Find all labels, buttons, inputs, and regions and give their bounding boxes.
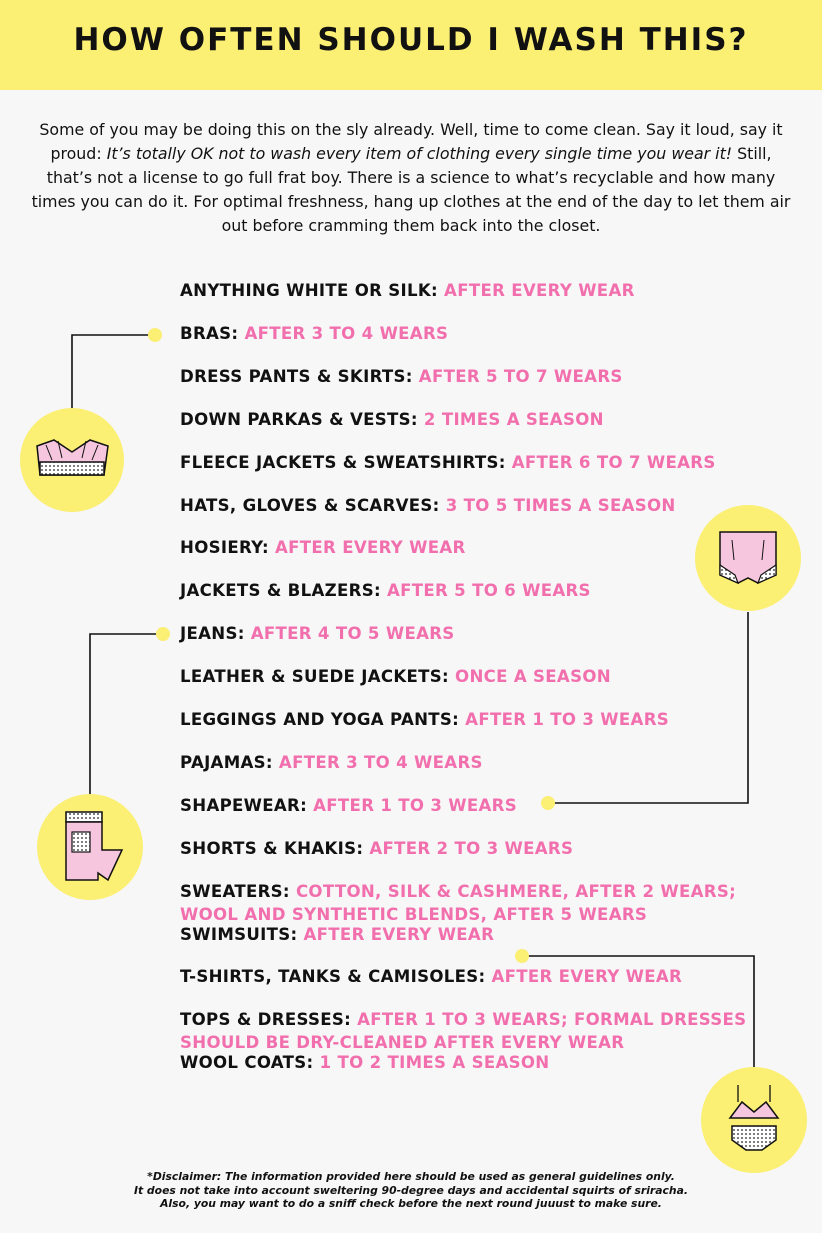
item-label: SHAPEWEAR:	[180, 795, 308, 815]
item-label: HOSIERY:	[180, 538, 269, 558]
item-frequency: 3 TO 5 TIMES A SEASON	[445, 495, 676, 515]
list-item	[180, 365, 760, 388]
item-frequency: AFTER 1 TO 3 WEARS; FORMAL DRESSES	[357, 1010, 747, 1030]
item-frequency: AFTER EVERY WEAR	[491, 967, 683, 987]
item-frequency: AFTER 5 TO 6 WEARS	[386, 581, 591, 601]
page-title: HOW OFTEN SHOULD I WASH THIS?	[73, 22, 749, 58]
item-label: JACKETS & BLAZERS:	[180, 581, 381, 601]
disclaimer-line: *Disclaimer: The information provided here should be used as general guidelines only.	[147, 1170, 675, 1183]
bra-icon	[20, 408, 124, 512]
item-frequency-continued: SHOULD BE DRY-CLEANED AFTER EVERY WEAR	[180, 1033, 625, 1053]
jeans-icon	[37, 794, 143, 900]
list-item	[180, 1008, 760, 1054]
item-label: LEATHER & SUEDE JACKETS:	[180, 667, 449, 687]
list-item	[180, 965, 760, 988]
item-label: SWIMSUITS:	[180, 924, 298, 944]
item-label: DOWN PARKAS & VESTS:	[180, 409, 418, 429]
item-label: ANYTHING WHITE OR SILK:	[180, 281, 438, 300]
item-frequency-continued: WOOL AND SYNTHETIC BLENDS, AFTER 5 WEARS	[180, 904, 648, 924]
list-item	[180, 751, 760, 774]
list-item	[180, 923, 760, 946]
item-label: FLEECE JACKETS & SWEATSHIRTS:	[180, 452, 506, 472]
item-frequency: 2 TIMES A SEASON	[423, 409, 604, 429]
list-item	[180, 279, 760, 302]
swimsuit-icon	[701, 1067, 807, 1173]
item-frequency: AFTER EVERY WEAR	[275, 538, 466, 558]
item-frequency: 1 TO 2 TIMES A SEASON	[319, 1053, 550, 1073]
list-item	[180, 665, 760, 688]
item-label: PAJAMAS:	[180, 752, 273, 772]
item-label: T-SHIRTS, TANKS & CAMISOLES:	[180, 967, 486, 987]
intro-emphasis: It’s totally OK not to wash every item of clothing every single time you wear it!	[106, 144, 733, 163]
intro-text-2: Still, that’s not a license to go full frat boy. There is a science to what’s recyclable and how many times you can do it. For optimal freshness, hang up clothes at the end of the day to let them air out before cramming them back into the closet.	[31, 144, 791, 235]
list-item	[180, 708, 760, 731]
item-frequency: AFTER 2 TO 3 WEARS	[369, 838, 574, 858]
item-frequency: AFTER 6 TO 7 WEARS	[511, 452, 716, 472]
item-label: SHORTS & KHAKIS:	[180, 838, 364, 858]
list-item	[180, 579, 760, 602]
item-frequency: AFTER 5 TO 7 WEARS	[418, 366, 623, 386]
connector-lines	[72, 335, 754, 1073]
list-item	[180, 1051, 760, 1074]
item-frequency: COTTON, SILK & CASHMERE, AFTER 2 WEARS;	[295, 881, 737, 901]
item-frequency: AFTER EVERY WEAR	[444, 281, 635, 300]
item-label: TOPS & DRESSES:	[180, 1010, 352, 1030]
item-frequency: AFTER 4 TO 5 WEARS	[250, 624, 455, 644]
disclaimer-line: Also, you may want to do a sniff check before the next round juuust to make sure.	[160, 1197, 662, 1210]
item-label: HATS, GLOVES & SCARVES:	[180, 495, 440, 515]
list-item	[180, 451, 760, 474]
list-item	[180, 880, 760, 926]
list-item	[180, 322, 760, 345]
list-item	[180, 536, 760, 559]
list-item	[180, 622, 760, 645]
disclaimer-line: It does not take into account sweltering 90-degree days and accidental squirts of sriracha.	[133, 1183, 688, 1197]
list-item	[180, 494, 760, 517]
disclaimer	[60, 1170, 762, 1211]
item-frequency: AFTER EVERY WEAR	[303, 924, 495, 944]
list-item	[180, 837, 760, 860]
item-label: DRESS PANTS & SKIRTS:	[180, 366, 413, 386]
item-label: JEANS:	[180, 624, 245, 644]
item-frequency: AFTER 1 TO 3 WEARS	[313, 795, 518, 815]
item-label: BRAS:	[180, 323, 239, 343]
intro-text-1: Some of you may be doing this on the sly already. Well, time to come clean. Say it loud, say it proud:	[39, 120, 783, 163]
item-frequency: AFTER 1 TO 3 WEARS	[465, 710, 670, 729]
item-label: WOOL COATS:	[180, 1053, 314, 1073]
item-label: SWEATERS:	[180, 881, 290, 901]
item-frequency: ONCE A SEASON	[455, 667, 611, 687]
item-label: LEGGINGS AND YOGA PANTS:	[180, 710, 460, 729]
item-frequency: AFTER 3 TO 4 WEARS	[244, 323, 449, 343]
list-item	[180, 794, 760, 817]
list-item	[180, 408, 760, 431]
item-frequency: AFTER 3 TO 4 WEARS	[278, 752, 483, 772]
